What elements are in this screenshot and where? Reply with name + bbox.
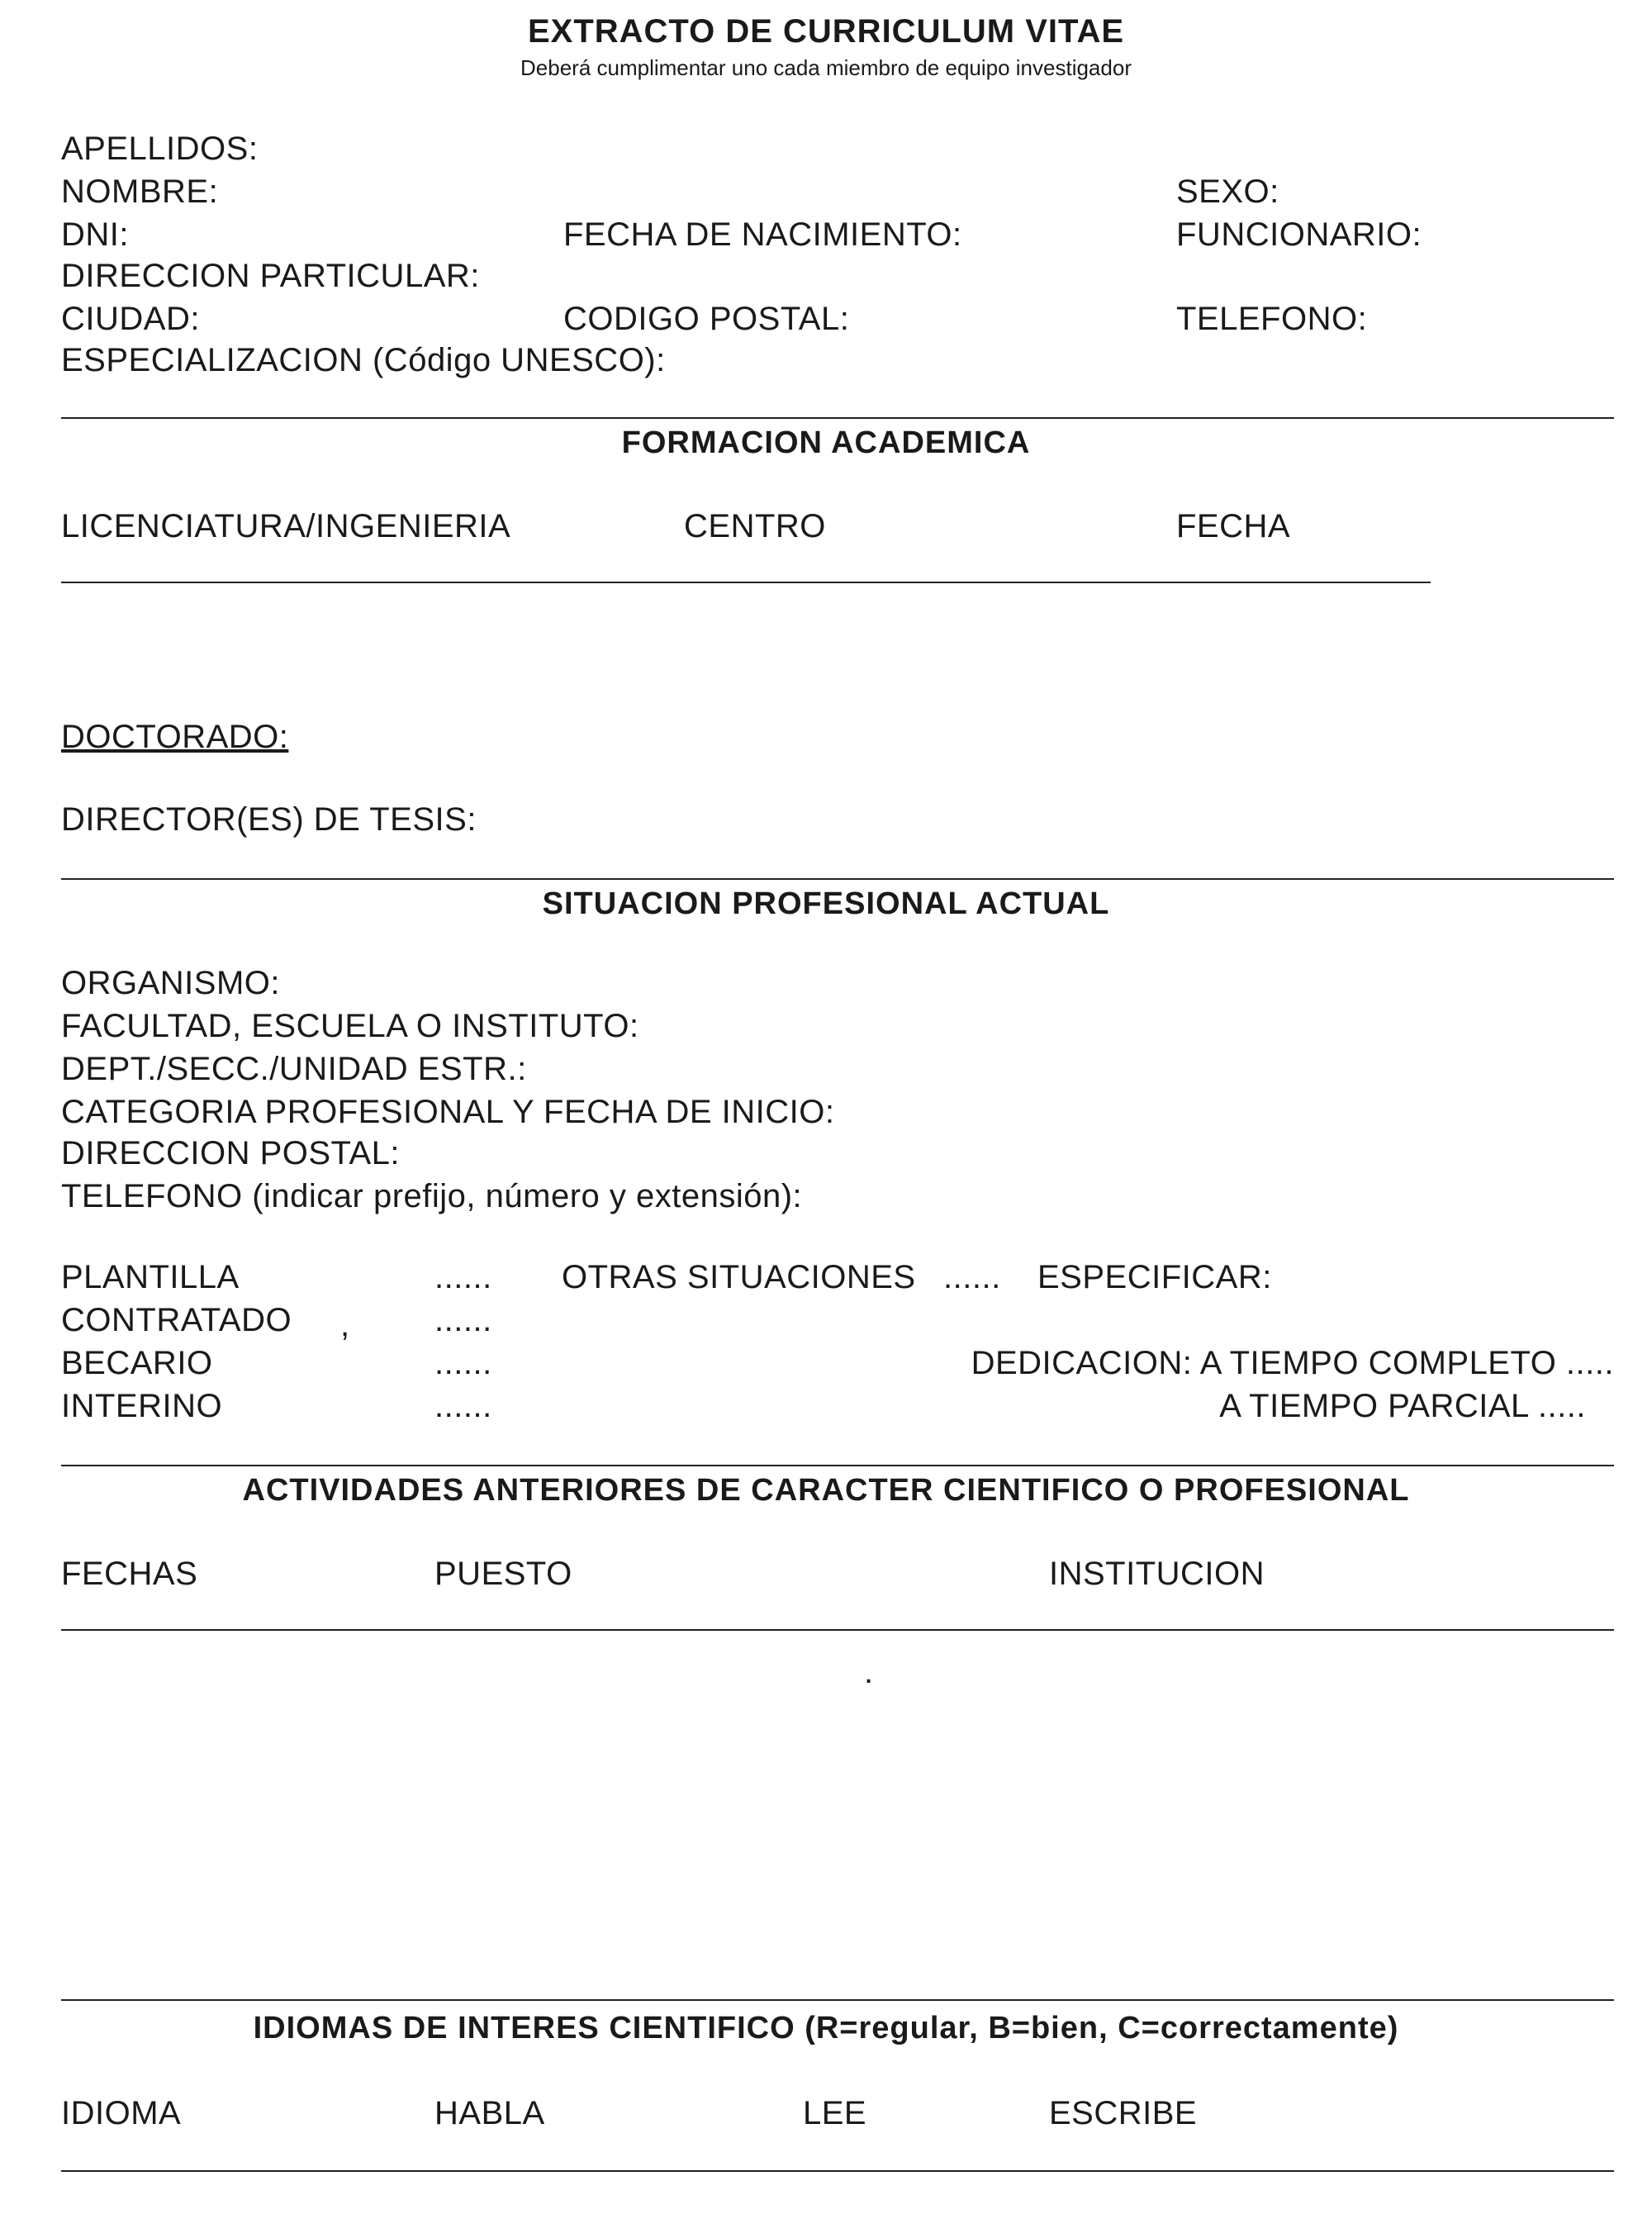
col-escribe: ESCRIBE <box>1049 2095 1198 2131</box>
divider-idiomas <box>61 1999 1614 2001</box>
nombre-label: NOMBRE: <box>61 173 219 210</box>
divider-actividades <box>61 1465 1614 1466</box>
divider-situacion <box>61 878 1614 880</box>
col-idioma: IDIOMA <box>61 2095 182 2131</box>
form-subtitle: Deberá cumplimentar uno cada miembro de equipo investigador <box>520 55 1132 80</box>
col-centro: CENTRO <box>684 508 826 544</box>
col-habla: HABLA <box>434 2095 545 2131</box>
dedicacion-completo-label: DEDICACION: A TIEMPO COMPLETO ..... <box>971 1345 1614 1381</box>
becario-label: BECARIO <box>61 1345 213 1381</box>
col-fecha: FECHA <box>1176 508 1291 544</box>
fecha-nacimiento-label: FECHA DE NACIMIENTO: <box>563 216 962 253</box>
dni-label: DNI: <box>61 216 129 253</box>
otras-dots: ...... <box>943 1259 1001 1295</box>
categoria-label: CATEGORIA PROFESIONAL Y FECHA DE INICIO: <box>61 1094 835 1130</box>
especializacion-label: ESPECIALIZACION (Código UNESCO): <box>61 342 666 378</box>
form-title: EXTRACTO DE CURRICULUM VITAE <box>527 13 1125 50</box>
formacion-heading: FORMACION ACADEMICA <box>621 425 1031 460</box>
situacion-heading: SITUACION PROFESIONAL ACTUAL <box>542 886 1110 921</box>
col-lee: LEE <box>803 2095 867 2131</box>
dept-label: DEPT./SECC./UNIDAD ESTR.: <box>61 1051 527 1087</box>
becario-dots: ...... <box>434 1345 492 1381</box>
otras-situaciones-label: OTRAS SITUACIONES <box>562 1259 916 1295</box>
direccion-particular-label: DIRECCION PARTICULAR: <box>61 258 480 294</box>
codigo-postal-label: CODIGO POSTAL: <box>563 301 850 337</box>
dedicacion-parcial-label: A TIEMPO PARCIAL ..... <box>1219 1388 1586 1424</box>
contratado-dots: ...... <box>434 1302 492 1338</box>
plantilla-dots: ...... <box>434 1259 492 1295</box>
divider-actividades-cols <box>61 1629 1614 1631</box>
col-institucion: INSTITUCION <box>1049 1556 1265 1592</box>
apellidos-label: APELLIDOS: <box>61 131 259 167</box>
col-puesto: PUESTO <box>434 1556 572 1592</box>
funcionario-label: FUNCIONARIO: <box>1176 216 1422 253</box>
doctorado-label: DOCTORADO: <box>61 719 289 755</box>
interino-label: INTERINO <box>61 1388 223 1424</box>
ciudad-label: CIUDAD: <box>61 301 200 337</box>
contratado-comma: , <box>340 1307 350 1343</box>
direccion-postal-label: DIRECCION POSTAL: <box>61 1135 401 1171</box>
sexo-label: SEXO: <box>1176 173 1279 210</box>
organismo-label: ORGANISMO: <box>61 965 281 1001</box>
facultad-label: FACULTAD, ESCUELA O INSTITUTO: <box>61 1008 639 1044</box>
divider-formacion <box>61 417 1614 419</box>
stray-mark: . <box>864 1654 874 1690</box>
col-fechas: FECHAS <box>61 1556 198 1592</box>
idiomas-heading: IDIOMAS DE INTERES CIENTIFICO (R=regular, B=bien, C=correctamente) <box>253 2011 1399 2045</box>
plantilla-label: PLANTILLA <box>61 1259 240 1295</box>
contratado-label: CONTRATADO <box>61 1302 292 1338</box>
col-licenciatura: LICENCIATURA/INGENIERIA <box>61 508 511 544</box>
interino-dots: ...... <box>434 1388 492 1424</box>
divider-idiomas-cols <box>61 2170 1614 2172</box>
telefono-label: TELEFONO: <box>1176 301 1368 337</box>
especificar-label: ESPECIFICAR: <box>1037 1259 1272 1295</box>
director-tesis-label: DIRECTOR(ES) DE TESIS: <box>61 801 477 838</box>
telefono-ext-label: TELEFONO (indicar prefijo, número y extensión): <box>61 1178 803 1214</box>
divider-licenciatura <box>61 582 1431 583</box>
actividades-heading: ACTIVIDADES ANTERIORES DE CARACTER CIENTIFICO O PROFESIONAL <box>242 1473 1410 1508</box>
